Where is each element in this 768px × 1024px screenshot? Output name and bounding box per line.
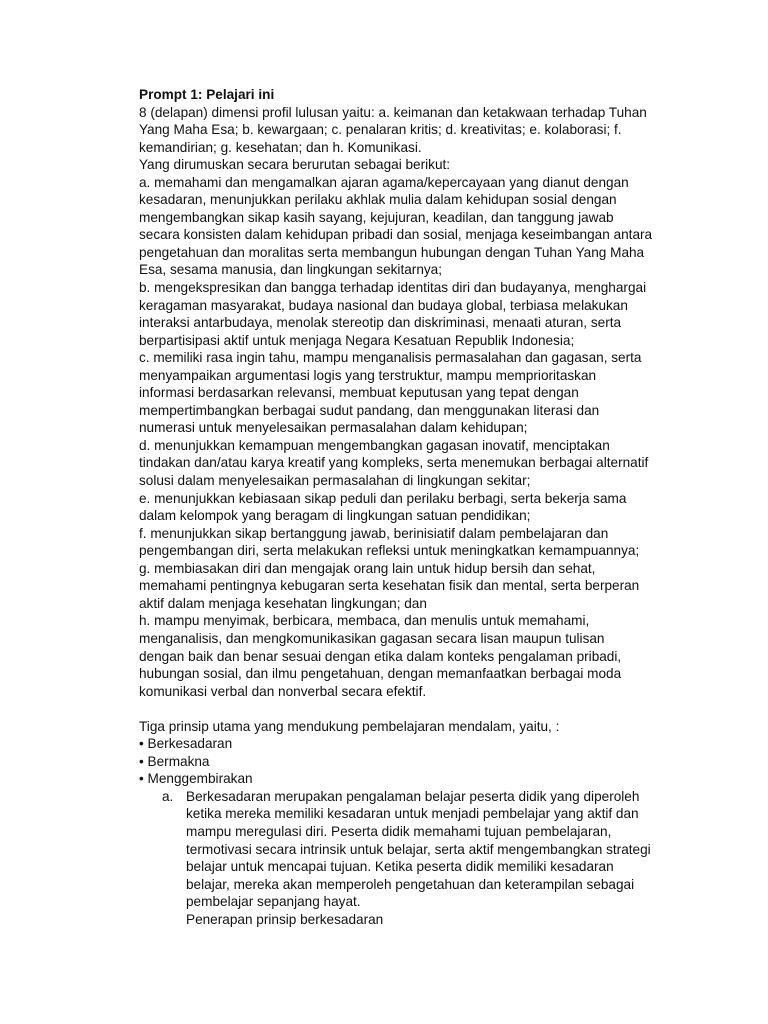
text-line: f. menunjukkan sikap bertanggung jawab, berinisiatif dalam pembelajaran dan <box>139 525 609 541</box>
text-line: solusi dalam menyelesaikan permasalahan di lingkungan sekitar; <box>139 473 531 489</box>
text-line: tindakan dan/atau karya kreatif yang kompleks, serta menemukan berbagai alternatif <box>139 455 649 471</box>
text-line: pembelajar sepanjang hayat. <box>186 894 361 910</box>
text-line: Yang Maha Esa; b. kewargaan; c. penalaran kritis; d. kreativitas; e. kolaborasi; f. <box>139 122 622 138</box>
list-item-body <box>139 788 699 928</box>
text-line: termotivasi secara intrinsik untuk belajar, serta aktif mengembangkan strategi <box>186 841 651 857</box>
list-marker: a. <box>162 788 174 804</box>
text-line: secara konsisten dalam kehidupan pribadi dan sosial, menjaga keseimbangan antara <box>139 227 653 243</box>
text-line: g. membiasakan diri dan mengajak orang lain untuk hidup bersih dan sehat, <box>139 560 596 576</box>
text-line: e. menunjukkan kebiasaan sikap peduli dan perilaku berbagi, serta bekerja sama <box>139 490 627 506</box>
text-line: c. memiliki rasa ingin tahu, mampu menganalisis permasalahan dan gagasan, serta <box>139 350 642 366</box>
text-line: a. memahami dan mengamalkan ajaran agama/kepercayaan yang dianut dengan <box>139 174 629 190</box>
principles-bullet-list <box>139 735 699 788</box>
text-line: kemandirian; g. kesehatan; dan h. Komunikasi. <box>139 139 422 155</box>
text-line: d. menunjukkan kemampuan mengembangkan gagasan inovatif, menciptakan <box>139 437 610 453</box>
text-line: menganalisis, dan mengkomunikasikan gagasan secara lisan maupun tulisan <box>139 630 605 646</box>
document-title: Prompt 1: Pelajari ini <box>139 87 275 102</box>
text-line: b. mengekspresikan dan bangga terhadap identitas diri dan budayanya, menghargai <box>139 280 647 296</box>
text-line: dalam kelompok yang beragam di lingkungan satuan pendidikan; <box>139 508 531 524</box>
text-line: Penerapan prinsip berkesadaran <box>186 911 384 927</box>
text-line: menyampaikan argumentasi logis yang terstruktur, mampu memprioritaskan <box>139 367 597 383</box>
text-line: ketika mereka memiliki kesadaran untuk menjadi pembelajar yang aktif dan <box>186 806 639 822</box>
bullet-item: • Berkesadaran <box>139 736 233 752</box>
bullet-item: • Menggembirakan <box>139 771 253 787</box>
text-line: Yang dirumuskan secara berurutan sebagai berikut: <box>139 157 451 173</box>
text-line: mengembangkan sikap kasih sayang, kejujuran, keadilan, dan tanggung jawab <box>139 209 614 225</box>
ordered-list-item <box>139 788 699 928</box>
text-line: interaksi antarbudaya, menolak stereotip dan diskriminasi, menaati aturan, serta <box>139 315 622 331</box>
document-page <box>139 86 699 928</box>
text-line: memahami pentingnya kebugaran serta kesehatan fisik dan mental, serta berperan <box>139 578 640 594</box>
text-line: berpartisipasi aktif untuk menjaga Negara Kesatuan Republik Indonesia; <box>139 332 575 348</box>
bullet-item: • Bermakna <box>139 753 210 769</box>
text-line: komunikasi verbal dan nonverbal secara efektif. <box>139 683 427 699</box>
text-line: pengembangan diri, serta melakukan refleksi untuk meningkatkan kemampuannya; <box>139 543 640 559</box>
text-line: dengan baik dan benar sesuai dengan etika dalam konteks pengalaman pribadi, <box>139 648 622 664</box>
text-line: numerasi untuk menyelesaikan permasalahan dalam kehidupan; <box>139 420 528 436</box>
text-line: hubungan sosial, dan ilmu pengetahuan, dengan memanfaatkan berbagai moda <box>139 666 622 682</box>
text-line: Esa, sesama manusia, dan lingkungan sekitarnya; <box>139 262 443 278</box>
text-line: h. mampu menyimak, berbicara, membaca, dan menulis untuk memahami, <box>139 613 590 629</box>
intro-paragraph <box>139 104 699 701</box>
text-line: pengetahuan dan moralitas serta membangun hubungan dengan Tuhan Yang Maha <box>139 244 645 260</box>
text-line: mampu meregulasi diri. Peserta didik memahami tujuan pembelajaran, <box>186 823 612 839</box>
text-line: belajar untuk mencapai tujuan. Ketika peserta didik memiliki kesadaran <box>186 859 614 875</box>
text-line: 8 (delapan) dimensi profil lulusan yaitu: a. keimanan dan ketakwaan terhadap Tuhan <box>139 104 647 120</box>
paragraph-gap <box>139 700 699 718</box>
text-line: mempertimbangkan berbagai sudut pandang, dan menggunakan literasi dan <box>139 402 600 418</box>
text-line: kesadaran, menunjukkan perilaku akhlak mulia dalam kehidupan sosial dengan <box>139 192 617 208</box>
text-line: aktif dalam menjaga kesehatan lingkungan; dan <box>139 595 427 611</box>
text-line: Berkesadaran merupakan pengalaman belajar peserta didik yang diperoleh <box>186 788 640 804</box>
principles-heading: Tiga prinsip utama yang mendukung pembelajaran mendalam, yaitu, : <box>139 718 560 734</box>
text-line: keragaman masyarakat, budaya nasional dan budaya global, terbiasa melakukan <box>139 297 628 313</box>
text-line: belajar, mereka akan memperoleh pengetahuan dan keterampilan sebagai <box>186 876 635 892</box>
text-line: informasi berdasarkan relevansi, membuat keputusan yang tepat dengan <box>139 385 579 401</box>
